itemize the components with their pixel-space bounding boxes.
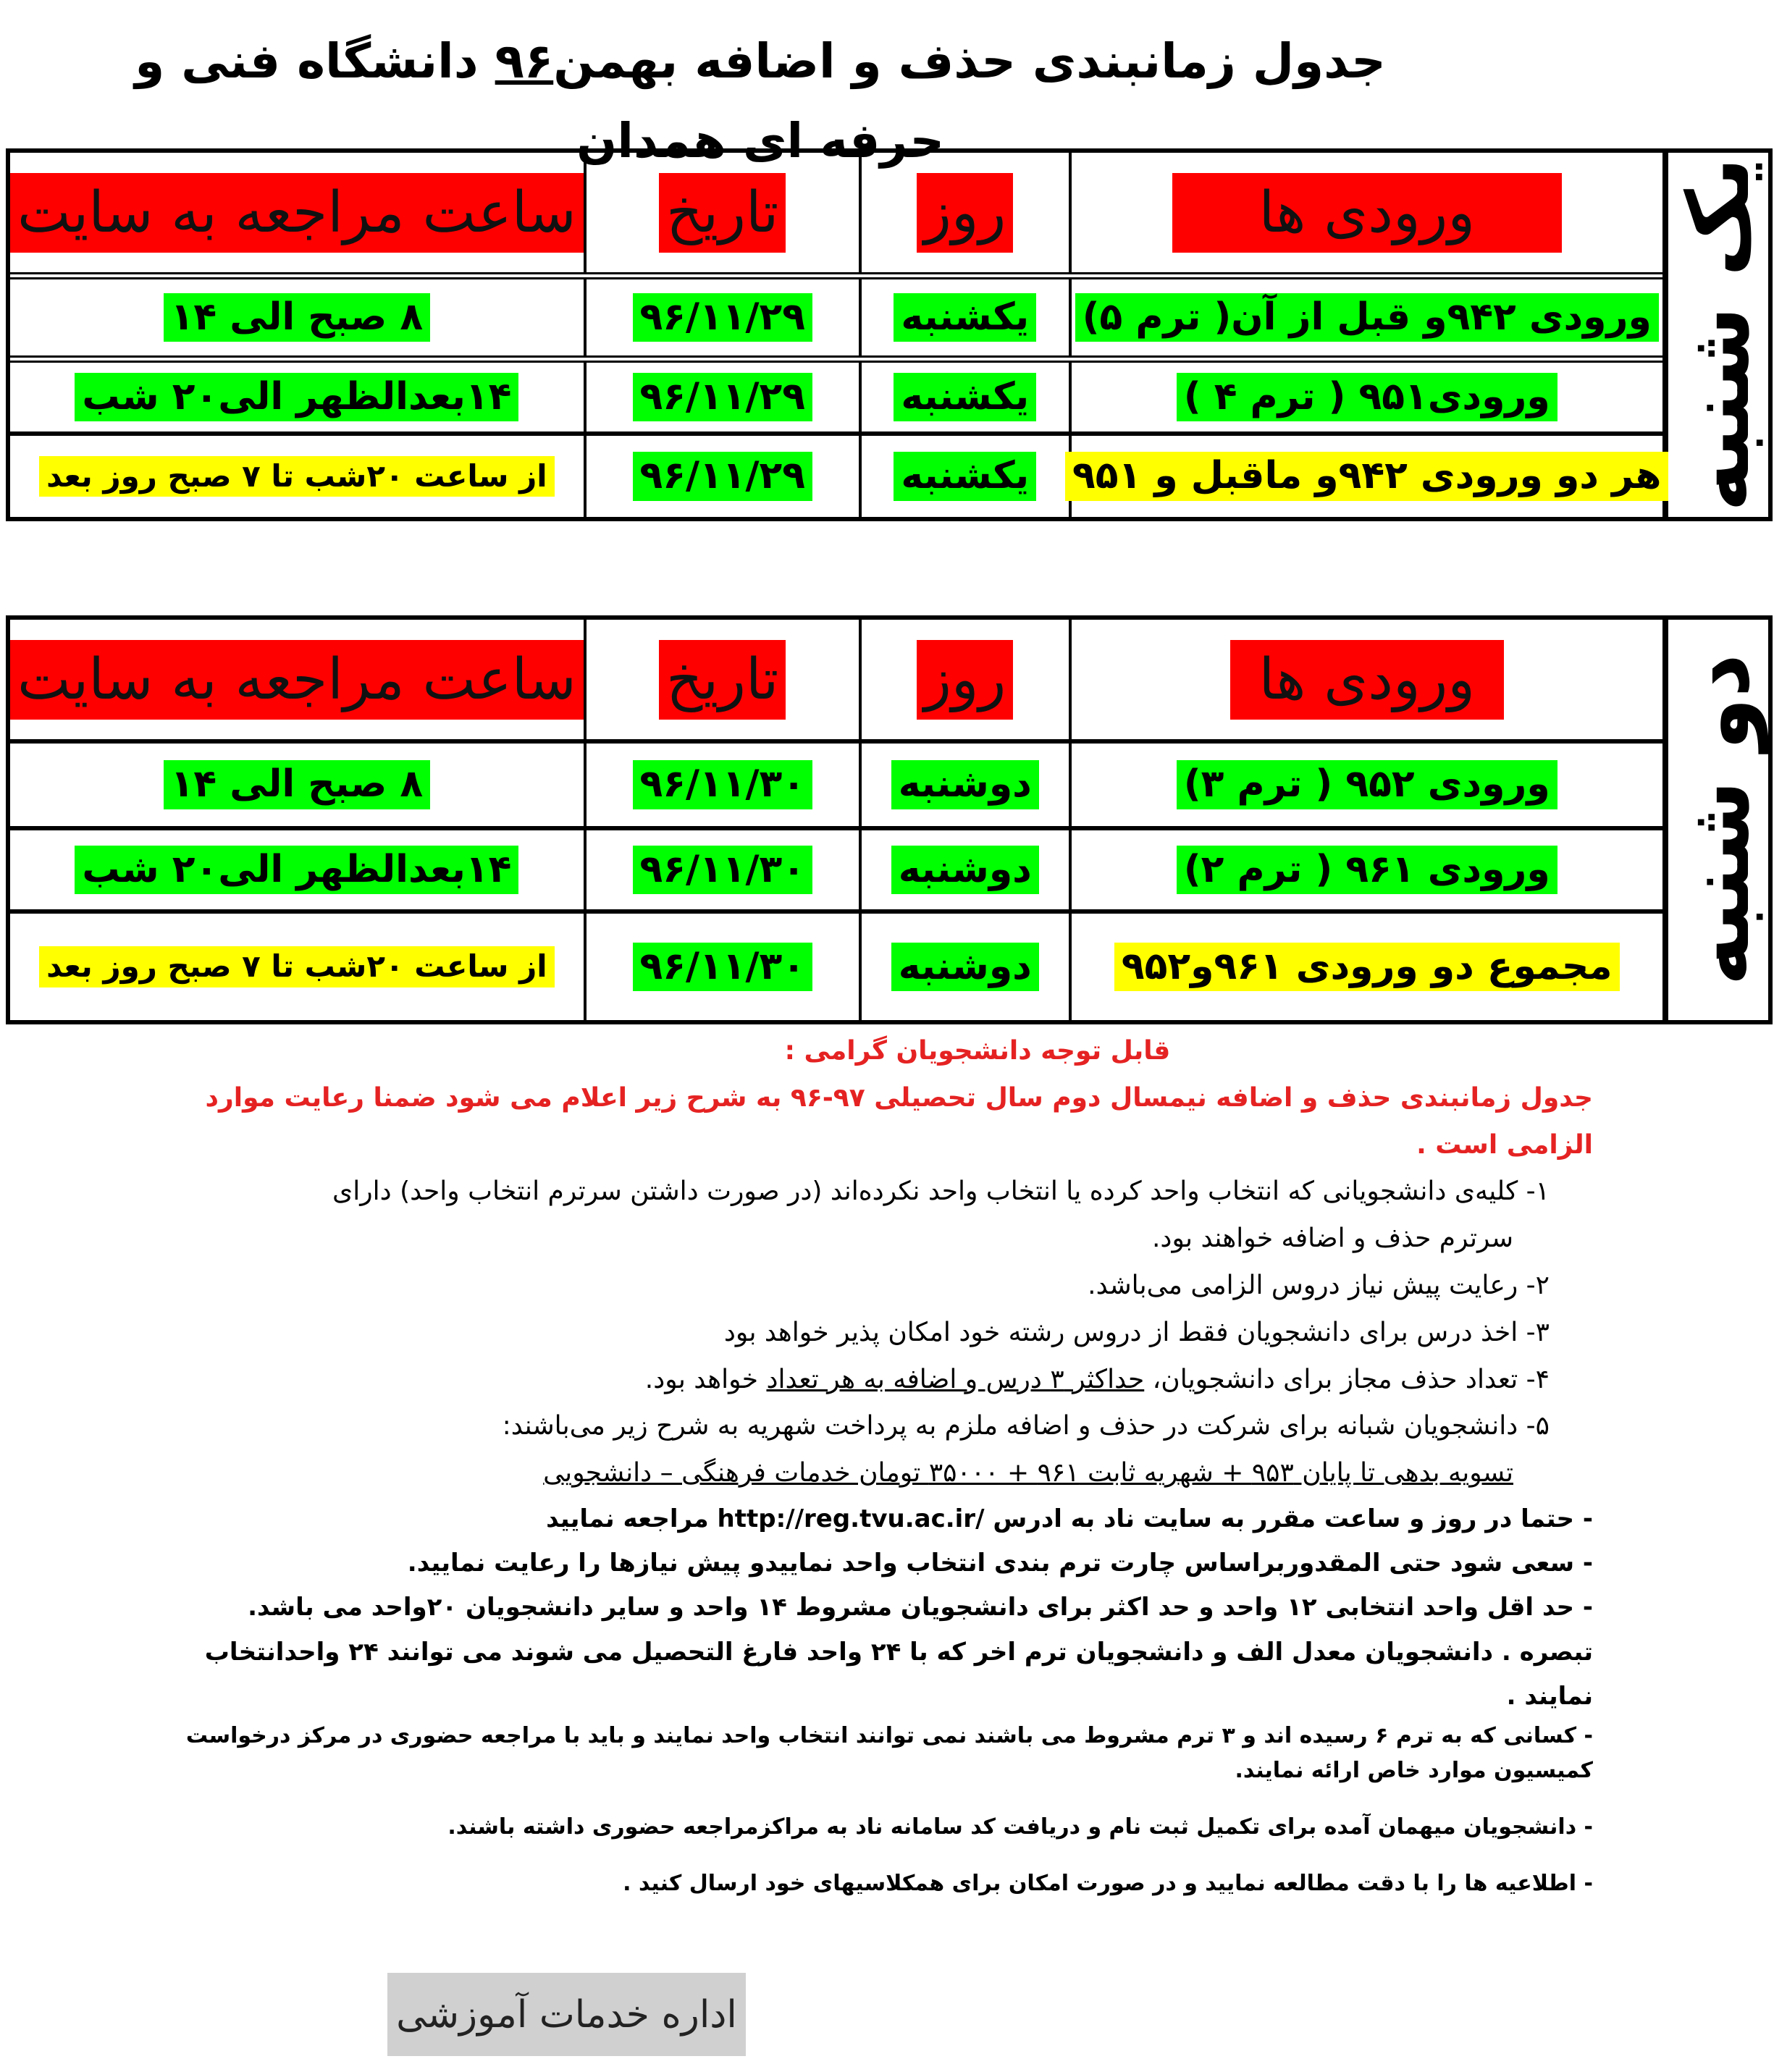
header-date-cell (584, 620, 859, 739)
group-cell (1069, 914, 1662, 1020)
title-year: ۹۶ (495, 33, 554, 89)
note-chart: - سعی شود حتی المقدوربراساس چارت ترم بندی انتخاب واحد نماییدو پیش نیازها را رعایت نمایید. (407, 1549, 1593, 1578)
time-cell (10, 363, 584, 431)
date-cell (584, 279, 859, 355)
tuition-detail: تسویه بدهی تا پایان ۹۵۳ + شهریه ثابت ۹۶۱ + ۳۵۰۰۰ تومان خدمات فرهنگی – دانشجویی (543, 1458, 1513, 1488)
title-text-1: جدول زمانبندی حذف و اضافه بهمن (553, 33, 1386, 89)
schedule-grid (10, 153, 1662, 517)
attention-heading: قابل توجه دانشجویان گرامی : (784, 1036, 1171, 1066)
day-cell (859, 830, 1069, 909)
note-probation-cont: کمیسیون موارد خاص ارائه نمایند. (1235, 1757, 1593, 1783)
office-stamp-text: اداره خدمات آموزشی (396, 1992, 737, 2037)
date-cell (584, 744, 859, 826)
header-day-cell (859, 620, 1069, 739)
schedule-grid (10, 620, 1662, 1020)
rule-item-3: ۳- اخذ درس برای دانشجویان فقط از دروس رشته خود امکان پذیر خواهد بود (723, 1317, 1550, 1347)
schedule-table-sunday (6, 148, 1773, 521)
group-value: ورودی ۹۴۲و قبل از آن( ترم ۵) (1075, 293, 1659, 342)
time-value: ۱۴بعدالظهر الی۲۰ شب (75, 846, 518, 895)
note-share: - اطلاعیه ها را با دقت مطالعه نمایید و در صورت امکان برای همکلاسیهای خود ارسال کنید . (623, 1870, 1593, 1896)
group-cell (1069, 279, 1662, 355)
table-row (10, 909, 1662, 1020)
note-probation: - کسانی که به ترم ۶ رسیده اند و ۳ ترم مشروط می باشند نمی توانند انتخاب واحد نمایند و باید با مراجعه حضوری در مرکز درخواست (185, 1722, 1593, 1748)
day-cell (859, 436, 1069, 517)
time-value: ۸ صبح الی ۱۴ (164, 760, 430, 809)
rule-item-4 (145, 1357, 1593, 1404)
header-group: ورودی ها (1230, 640, 1504, 720)
day-value: دوشنبه (891, 760, 1039, 809)
header-time-cell (10, 153, 584, 272)
header-day-cell (859, 153, 1069, 272)
header-group-cell (1069, 153, 1662, 272)
day-cell (859, 914, 1069, 1020)
group-value: ورودی ۹۵۲ ( ترم ۳) (1177, 760, 1557, 809)
rule-item-2: ۲- رعایت پیش نیاز دروس الزامی می‌باشد. (1088, 1270, 1550, 1300)
day-value: یکشنبه (894, 293, 1036, 342)
header-day: روز (917, 173, 1013, 253)
date-cell (584, 436, 859, 517)
header-time: ساعت مراجعه به سایت (10, 173, 584, 253)
table-row (10, 272, 1662, 355)
header-time: ساعت مراجعه به سایت (10, 640, 584, 720)
date-value: ۹۶/۱۱/۲۹ (633, 293, 812, 342)
group-value: ورودی۹۵۱ ( ترم ۴ ) (1177, 373, 1557, 422)
header-date-cell (584, 153, 859, 272)
table-row (10, 739, 1662, 826)
group-value: مجموع دو ورودی ۹۶۱و۹۵۲ (1114, 943, 1620, 992)
note-website: - حتما در روز و ساعت مقرر به سایت ناد به ادرس /http://reg.tvu.ac.ir مراجعه نمایید (546, 1504, 1593, 1533)
time-value: ۱۴بعدالظهر الی۲۰ شب (75, 373, 518, 422)
table-row (10, 355, 1662, 431)
time-cell (10, 744, 584, 826)
day-cell (859, 744, 1069, 826)
note-guest-students: - دانشجویان میهمان آمده برای تکمیل ثبت نام و دریافت کد سامانه ناد به مراکزمراجعه حضوری داشته باشند. (447, 1814, 1593, 1840)
date-value: ۹۶/۱۱/۳۰ (633, 943, 812, 992)
day-label-cell (1662, 620, 1768, 1020)
notes-section (145, 1028, 1593, 1901)
office-stamp (387, 1973, 746, 2056)
header-day: روز (917, 640, 1013, 720)
rule-item-1: ۱- کلیه‌ی دانشجویانی که انتخاب واحد کرده یا انتخاب واحد نکرده‌اند (در صورت داشتن سرترم انتخاب واحد) دارای (332, 1176, 1550, 1207)
group-cell (1069, 436, 1662, 517)
header-row (10, 153, 1662, 272)
date-value: ۹۶/۱۱/۳۰ (633, 846, 812, 895)
time-value: ۸ صبح الی ۱۴ (164, 293, 430, 342)
time-cell (10, 830, 584, 909)
group-cell (1069, 744, 1662, 826)
day-label-cell (1662, 153, 1768, 517)
date-value: ۹۶/۱۱/۳۰ (633, 760, 812, 809)
rule-item-4-underlined: حداکثر ۳ درس و اضافه به هر تعداد (766, 1364, 1145, 1394)
time-value: از ساعت ۲۰شب تا ۷ صبح روز بعد (39, 456, 555, 497)
header-time-cell (10, 620, 584, 739)
group-cell (1069, 363, 1662, 431)
page-title (109, 22, 1412, 169)
time-cell (10, 914, 584, 1020)
date-value: ۹۶/۱۱/۲۹ (633, 452, 812, 501)
rule-item-1-cont: سرترم حذف و اضافه خواهند بود. (1151, 1224, 1513, 1254)
header-group: ورودی ها (1172, 173, 1562, 253)
header-row (10, 620, 1662, 739)
header-date: تاریخ (659, 640, 786, 720)
time-cell (10, 279, 584, 355)
header-date: تاریخ (659, 173, 786, 253)
date-cell (584, 914, 859, 1020)
time-value: از ساعت ۲۰شب تا ۷ صبح روز بعد (39, 946, 555, 987)
day-cell (859, 279, 1069, 355)
day-label: دو شنبه (1668, 654, 1768, 986)
rule-item-4-pre: ۴- تعداد حذف مجاز برای دانشجویان، (1144, 1364, 1550, 1394)
day-value: یکشنبه (894, 373, 1036, 422)
day-value: یکشنبه (894, 452, 1036, 501)
header-group-cell (1069, 620, 1662, 739)
note-exception: تبصره . دانشجویان معدل الف و دانشجویان ترم اخر که با ۲۴ واحد فارغ التحصیل می شوند می توانند ۲۴ واحدانتخاب نمایند . (204, 1637, 1593, 1711)
date-cell (584, 830, 859, 909)
day-value: دوشنبه (891, 846, 1039, 895)
note-units: - حد اقل واحد انتخابی ۱۲ واحد و حد اکثر برای دانشجویان مشروط ۱۴ واحد و سایر دانشجویان ۲۰واحد می باشد. (248, 1593, 1593, 1622)
date-value: ۹۶/۱۱/۲۹ (633, 373, 812, 422)
group-cell (1069, 830, 1662, 909)
day-cell (859, 363, 1069, 431)
rule-item-4-post: خواهد بود. (644, 1364, 767, 1394)
day-label: یک شنبه (1668, 157, 1768, 513)
intro-text: جدول زمانبندی حذف و اضافه نیمسال دوم سال تحصیلی ۹۷-۹۶ به شرح زیر اعلام می شود ضمنا رعایت موارد الزامی است . (205, 1082, 1593, 1160)
group-value: ورودی ۹۶۱ ( ترم ۲) (1177, 846, 1557, 895)
schedule-table-monday (6, 615, 1773, 1024)
table-row (10, 431, 1662, 517)
table-row (10, 826, 1662, 909)
rule-item-5: ۵- دانشجویان شبانه برای شرکت در حذف و اضافه ملزم به پرداخت شهریه به شرح زیر می‌باشند: (502, 1411, 1550, 1441)
date-cell (584, 363, 859, 431)
day-value: دوشنبه (891, 943, 1039, 992)
title-text-2: دانشگاه فنی و حرفه ای همدان (135, 33, 945, 169)
time-cell (10, 436, 584, 517)
group-value: هر دو ورودی ۹۴۲و ماقبل و ۹۵۱ (1065, 452, 1668, 501)
